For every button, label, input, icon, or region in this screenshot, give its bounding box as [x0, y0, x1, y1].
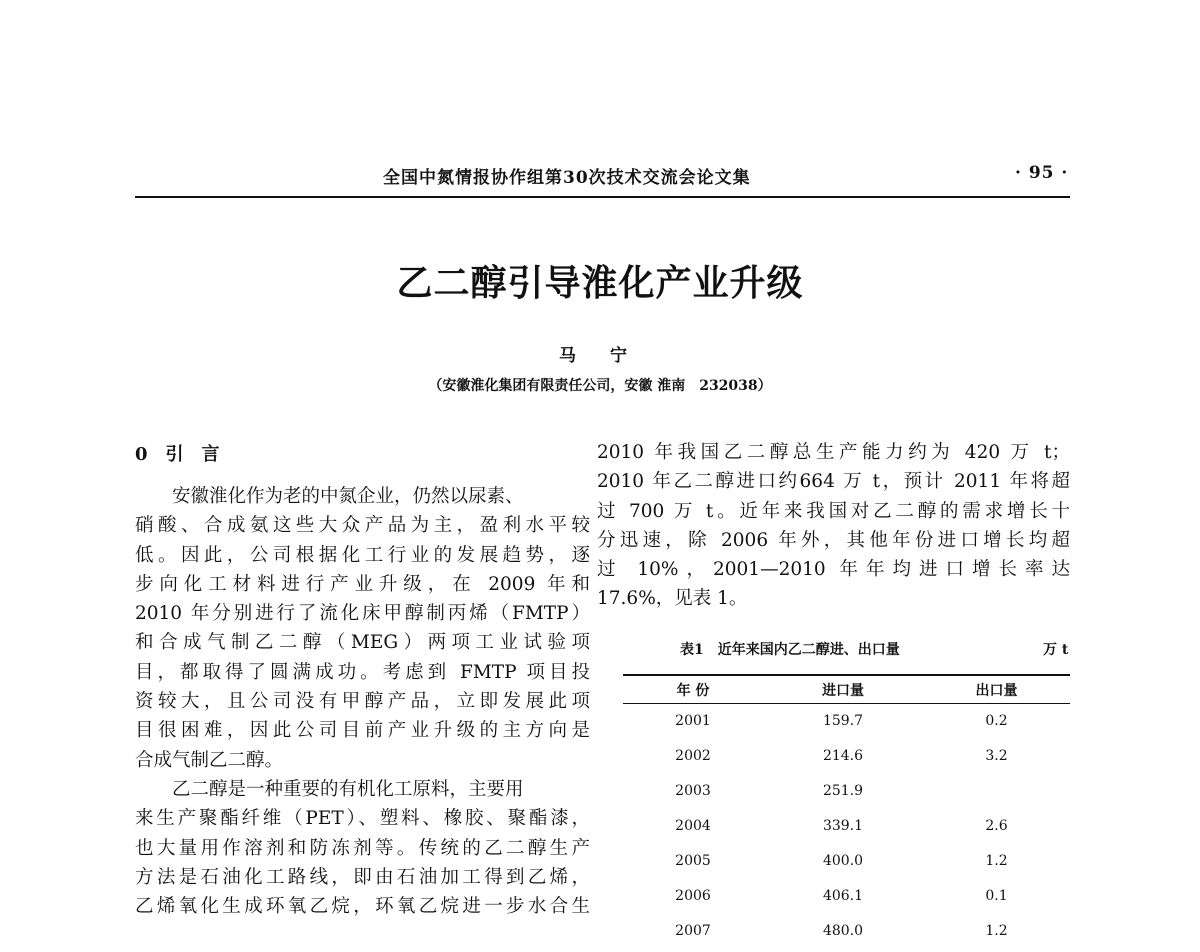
- body-line: 方法是石油化工路线，即由石油加工得到乙烯，: [135, 866, 590, 888]
- section-heading: 0 引 言: [135, 444, 220, 465]
- body-line: 乙烯氧化生成环氧乙烷，环氧乙烷进一步水合生: [135, 896, 590, 918]
- left-column-body: [135, 482, 590, 952]
- table-cell: 159.7: [822, 712, 864, 729]
- body-line: 17.6%，见表 1。: [597, 588, 748, 610]
- table-row: [623, 808, 1070, 843]
- body-line: 目，都取得了圆满成功。考虑到 FMTP 项目投: [135, 661, 590, 683]
- table-cell: 2005: [675, 852, 711, 869]
- right-column-body: [597, 438, 1070, 614]
- body-line: 资较大，且公司没有甲醇产品，立即发展此项: [135, 691, 590, 713]
- table-row: [623, 703, 1070, 738]
- body-line: 乙二醇是一种重要的有机化工原料，主要用: [135, 778, 524, 800]
- table-cell: 2001: [675, 712, 711, 729]
- body-line: 步向化工材料进行产业升级，在 2009 年和: [135, 573, 590, 595]
- table-cell: 339.1: [822, 817, 864, 834]
- table-row: [623, 878, 1070, 913]
- table-row: [623, 843, 1070, 878]
- table-cell: 1.2: [985, 922, 1008, 939]
- body-line: 2010 年乙二醇进口约664 万 t，预计 2011 年将超: [597, 471, 1070, 493]
- table-row: [623, 913, 1070, 948]
- body-line: 2010 年分别进行了流化床甲醇制丙烯（FMTP）: [135, 603, 590, 625]
- table-cell: 0.1: [985, 887, 1008, 904]
- body-line: 也大量用作溶剂和防冻剂等。传统的乙二醇生产: [135, 837, 590, 859]
- table-cell: 400.0: [822, 852, 864, 869]
- article-title: 乙二醇引导淮化产业升级: [396, 262, 804, 304]
- table-cell: 1.2: [985, 852, 1008, 869]
- body-line: 2010 年我国乙二醇总生产能力约为 420 万 t；: [597, 442, 1070, 463]
- header-rule: [135, 196, 1070, 198]
- column-header: 年 份: [676, 682, 710, 699]
- table-cell: 251.9: [822, 782, 864, 799]
- body-line: 硝酸、合成氨这些大众产品为主，盈利水平较: [135, 515, 590, 537]
- table-cell: 214.6: [822, 747, 864, 764]
- author: 马 宁: [559, 346, 641, 366]
- table-row: [623, 738, 1070, 773]
- table-cell: 3.2: [985, 747, 1008, 764]
- body-line: 低。因此，公司根据化工行业的发展趋势，逐: [135, 544, 590, 566]
- body-line: 合成气制乙二醇。: [135, 749, 284, 771]
- table-cell: 2003: [675, 782, 711, 799]
- body-line: 过 700 万 t。近年来我国对乙二醇的需求增长十: [597, 500, 1070, 522]
- table-caption: 表1 近年来国内乙二醇进、出口量: [680, 642, 900, 658]
- body-line: 安徽淮化作为老的中氮企业，仍然以尿素、: [135, 486, 524, 507]
- body-line: 过 10%，2001—2010 年年均进口增长率达: [597, 559, 1070, 581]
- table-cell: 2007: [675, 922, 711, 939]
- import-export-table: [623, 676, 1070, 948]
- body-line: 分迅速，除 2006 年外，其他年份进口增长均超: [597, 529, 1070, 551]
- column-header: 出口量: [975, 682, 1018, 699]
- table-cell: 0.2: [985, 712, 1008, 729]
- column-header: 进口量: [822, 682, 864, 699]
- table-cell: 2.6: [985, 817, 1008, 834]
- table-cell: 2002: [675, 747, 711, 764]
- running-header-journal: 全国中氮情报协作组第30次技术交流会论文集: [383, 168, 751, 188]
- body-line: 来生产聚酯纤维（PET）、塑料、橡胶、聚酯漆，: [135, 808, 590, 830]
- table-cell: [923, 773, 1070, 808]
- body-line: 和合成气制乙二醇（MEG）两项工业试验项: [135, 632, 590, 654]
- affiliation: （安徽淮化集团有限责任公司，安徽 淮南 232038）: [428, 378, 772, 394]
- table-cell: 406.1: [822, 887, 864, 904]
- page-number: · 95 ·: [1015, 163, 1069, 183]
- table-cell: 2004: [675, 817, 711, 834]
- table-cell: 480.0: [822, 922, 864, 939]
- table-unit: 万 t: [1043, 642, 1069, 658]
- table-cell: 2006: [675, 887, 711, 904]
- table-row: [623, 773, 1070, 808]
- body-line: 目很困难，因此公司目前产业升级的主方向是: [135, 720, 590, 742]
